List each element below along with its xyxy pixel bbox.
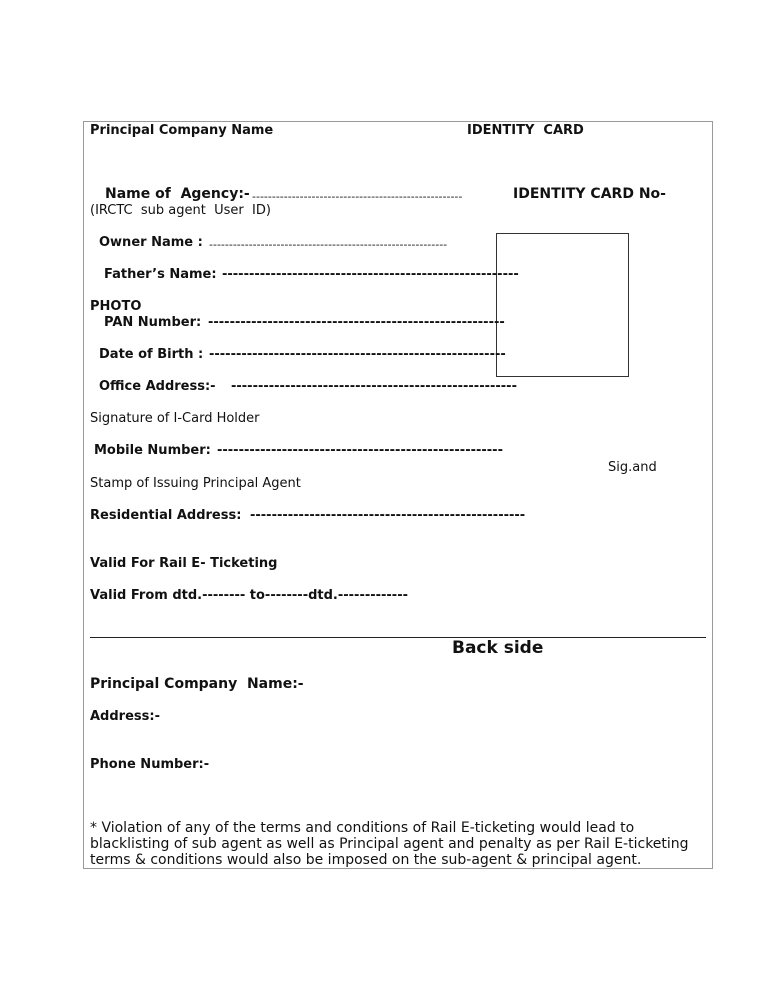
owner-label: Owner Name : [99, 235, 203, 250]
residential-label: Residential Address: [90, 508, 242, 523]
office-label: Office Address:- [99, 379, 216, 394]
section-divider [90, 637, 706, 638]
valid-for: Valid For Rail E- Ticketing [90, 556, 278, 571]
principal-company-name: Principal Company Name [90, 123, 274, 138]
identity-card-title: IDENTITY CARD [467, 123, 584, 138]
irctc-note: (IRCTC sub agent User ID) [90, 203, 271, 218]
violation-note [90, 820, 700, 868]
valid-from: Valid From dtd.-------- to--------dtd.------------- [90, 588, 408, 603]
mobile-label: Mobile Number: [94, 443, 211, 458]
back-address: Address:- [90, 709, 160, 724]
agency-dashes: ----------------------------------------------------- [252, 190, 463, 203]
residential-dashes: --------------------------------------------------- [250, 508, 526, 523]
back-principal-company: Principal Company Name:- [90, 676, 304, 692]
back-side-title: Back side [452, 638, 544, 658]
dob-dashes: ------------------------------------------------------- [209, 347, 506, 362]
stamp-label: Stamp of Issuing Principal Agent [90, 476, 301, 491]
owner-dashes: ------------------------------------------------------------ [209, 238, 448, 251]
sig-and: Sig.and [608, 460, 657, 475]
agency-label: Name of Agency:- [105, 186, 250, 202]
pan-dashes: ------------------------------------------------------- [208, 315, 505, 330]
note-line-3: terms & conditions would also be imposed on the sub-agent & principal agent. [90, 852, 642, 868]
note-line-2: blacklisting of sub agent as well as Principal agent and penalty as per Rail E-ticketing [90, 836, 689, 852]
back-phone: Phone Number:- [90, 757, 210, 772]
dob-label: Date of Birth : [99, 347, 204, 362]
office-dashes: ----------------------------------------------------- [231, 379, 517, 394]
pan-label: PAN Number: [104, 315, 202, 330]
note-line-1: * Violation of any of the terms and conditions of Rail E-ticketing would lead to [90, 820, 635, 836]
mobile-dashes: ----------------------------------------------------- [217, 443, 503, 458]
father-label: Father’s Name: [104, 267, 217, 282]
father-dashes: ------------------------------------------------------- [222, 267, 519, 282]
identity-card-no: IDENTITY CARD No- [513, 186, 666, 202]
photo-box [496, 233, 629, 377]
photo-label: PHOTO [90, 299, 142, 314]
signature-holder: Signature of I-Card Holder [90, 411, 260, 426]
